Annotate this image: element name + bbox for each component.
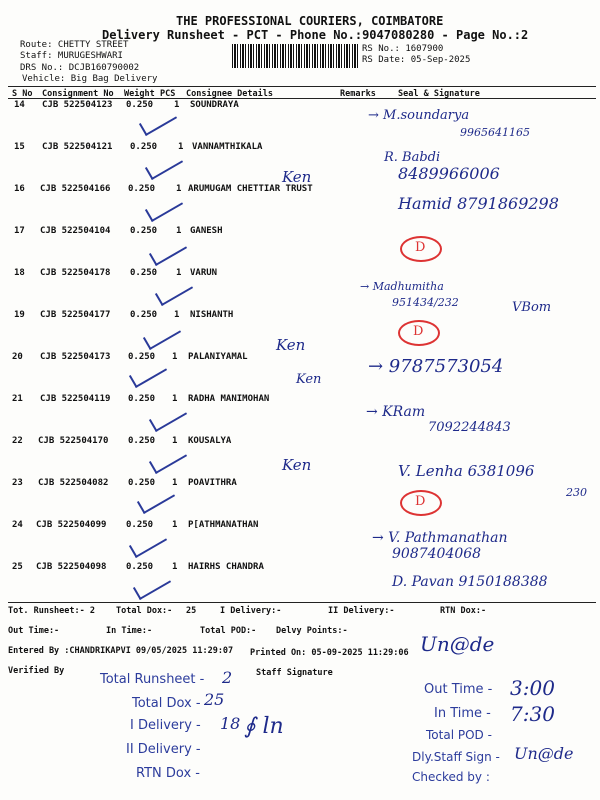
entered-by: Entered By :CHANDRIKAPVI 09/05/2025 11:29:07 [8, 646, 234, 656]
row-pcs: 1 [172, 562, 178, 572]
row-weight: 0.250 [130, 142, 158, 152]
row-sno: 24 [12, 520, 23, 530]
row-pcs: 1 [176, 184, 182, 194]
stamp-dly-staff-sign: Dly.Staff Sign - [412, 750, 500, 764]
col-sno: S No [12, 89, 33, 99]
row-pcs: 1 [178, 142, 184, 152]
delivered-stamp [400, 236, 442, 262]
row-sno: 19 [14, 310, 25, 320]
stamp-i-delivery-value: 18 [220, 714, 241, 733]
row-pcs: 1 [172, 436, 178, 446]
row-consignment: CJB 522504099 [36, 520, 107, 530]
out-time: Out Time:- [8, 626, 60, 636]
row-consignment: CJB 522504098 [36, 562, 107, 572]
row-consignee: PALANIYAMAL [188, 352, 248, 362]
col-pcs: PCS [160, 89, 176, 99]
delvy-points: Delvy Points:- [276, 626, 348, 636]
signature-phone: 7092244843 [428, 420, 511, 435]
row-sno: 20 [12, 352, 23, 362]
row-consignee: SOUNDRAYA [190, 100, 239, 110]
row-consignment: CJB 522504121 [42, 142, 113, 152]
in-time: In Time:- [106, 626, 153, 636]
row-weight: 0.250 [128, 478, 156, 488]
col-consignment: Consignment No [42, 89, 114, 99]
remark-ken: Ken [296, 372, 322, 387]
rs-date: RS Date: 05-Sep-2025 [362, 55, 471, 65]
stamp-out-time-value: 3:00 [510, 676, 555, 700]
rs-no: RS No.: 1607900 [362, 44, 444, 54]
tot-runsheet: Tot. Runsheet:- 2 [8, 606, 95, 616]
total-dox-value: 25 [186, 606, 197, 616]
stamp-i-delivery: I Delivery - [130, 718, 201, 733]
row-consignment: CJB 522504173 [40, 352, 111, 362]
stamp-checked-by: Checked by : [412, 770, 490, 784]
staff-signature: Staff Signature [256, 668, 333, 678]
verified-by: Verified By [8, 666, 65, 676]
table-row [0, 226, 600, 268]
total-dox-label: Total Dox:- [116, 606, 173, 616]
staff: Staff: MURUGESHWARI [20, 51, 123, 61]
col-seal: Seal & Signature [398, 89, 480, 99]
row-consignee: RADHA MANIMOHAN [188, 394, 270, 404]
row-pcs: 1 [174, 100, 180, 110]
remark-ken: Ken [276, 336, 306, 354]
row-weight: 0.250 [130, 268, 158, 278]
signature-phone: 9965641165 [460, 126, 530, 139]
row-weight: 0.250 [128, 436, 156, 446]
signature: → Madhumitha [360, 280, 444, 293]
signature: → M.soundarya [368, 108, 470, 123]
row-consignee: NISHANTH [190, 310, 234, 320]
delivered-stamp [398, 320, 440, 346]
row-consignee: ARUMUGAM CHETTIAR TRUST [188, 184, 313, 194]
remark-ken: Ken [282, 456, 312, 474]
row-pcs: 1 [172, 352, 178, 362]
footer-rule [8, 602, 596, 603]
drs-no: DRS No.: DCJB160790002 [20, 63, 140, 73]
signature: → V. Pathmanathan [372, 530, 508, 546]
stamp-total-runsheet: Total Runsheet - [100, 672, 205, 687]
col-consignee: Consignee Details [186, 89, 273, 99]
row-consignee: VARUN [190, 268, 218, 278]
stamp-out-time: Out Time - [424, 682, 493, 697]
signature: Hamid 8791869298 [398, 194, 559, 213]
col-remarks: Remarks [340, 89, 376, 99]
signature: V. Lenha 6381096 [398, 462, 535, 480]
row-weight: 0.250 [128, 352, 156, 362]
row-sno: 16 [14, 184, 25, 194]
route: Route: CHETTY STREET [20, 40, 129, 50]
table-row [0, 268, 600, 310]
stamp-in-time: In Time - [434, 706, 491, 721]
row-consignee: KOUSALYA [188, 436, 232, 446]
row-consignment: CJB 522504166 [40, 184, 111, 194]
row-sno: 21 [12, 394, 23, 404]
i-delivery: I Delivery:- [220, 606, 282, 616]
signature: D. Pavan 9150188388 [392, 574, 548, 590]
row-sno: 18 [14, 268, 25, 278]
total-pod: Total POD:- [200, 626, 257, 636]
row-consignment: CJB 522504104 [40, 226, 111, 236]
header-top-rule [8, 86, 596, 87]
stamp-total-dox-value: 25 [204, 690, 225, 709]
row-pcs: 1 [174, 310, 180, 320]
stamp-in-time-value: 7:30 [510, 702, 555, 726]
row-consignment: CJB 522504170 [38, 436, 109, 446]
row-sno: 17 [14, 226, 25, 236]
row-pcs: 1 [176, 226, 182, 236]
printed-on: Printed On: 05-09-2025 11:29:06 [250, 648, 409, 658]
staff-signature-scribble: Un@de [420, 632, 495, 656]
signature-phone: 9087404068 [392, 546, 482, 562]
delivered-stamp [400, 490, 442, 516]
row-consignee: GANESH [190, 226, 223, 236]
stamp-rtn-dox: RTN Dox - [136, 766, 200, 781]
stamp-total-runsheet-value: 2 [222, 668, 233, 687]
row-consignee: P[ATHMANATHAN [188, 520, 259, 530]
table-row [0, 478, 600, 520]
row-weight: 0.250 [130, 310, 158, 320]
signature: R. Babdi [384, 150, 441, 165]
row-pcs: 1 [176, 268, 182, 278]
signature-phone: 230 [566, 486, 587, 499]
stamp-total-pod: Total POD - [426, 728, 492, 742]
row-consignment: CJB 522504178 [40, 268, 111, 278]
row-sno: 15 [14, 142, 25, 152]
stamp-ii-delivery: II Delivery - [126, 742, 201, 757]
table-row [0, 520, 600, 562]
row-pcs: 1 [172, 478, 178, 488]
row-sno: 22 [12, 436, 23, 446]
signature: → 9787573054 [368, 356, 504, 377]
row-consignment: CJB 522504119 [40, 394, 111, 404]
row-consignment: CJB 522504123 [42, 100, 113, 110]
row-weight: 0.250 [130, 226, 158, 236]
stamp-total-dox: Total Dox - [132, 696, 201, 711]
stamp-dly-staff-signature: Un@de [514, 744, 574, 763]
rtn-dox: RTN Dox:- [440, 606, 487, 616]
header-bottom-rule [8, 98, 596, 99]
barcode [232, 44, 360, 68]
row-weight: 0.250 [126, 562, 154, 572]
row-consignee: VANNAMTHIKALA [192, 142, 263, 152]
row-consignment: CJB 522504177 [40, 310, 111, 320]
signature-scribble: VBom [512, 300, 552, 315]
row-weight: 0.250 [126, 100, 154, 110]
signature-phone: 8489966006 [398, 164, 500, 183]
row-pcs: 1 [172, 394, 178, 404]
row-pcs: 1 [172, 520, 178, 530]
vehicle: Vehicle: Big Bag Delivery [22, 74, 158, 84]
row-consignee: HAIRHS CHANDRA [188, 562, 264, 572]
signature-phone: 951434/232 [392, 296, 459, 309]
row-weight: 0.250 [126, 520, 154, 530]
runsheet-title: Delivery Runsheet - PCT - Phone No.:9047080280 - Page No.:2 [102, 28, 529, 42]
row-sno: 14 [14, 100, 25, 110]
row-sno: 25 [12, 562, 23, 572]
signature: → KRam [366, 404, 426, 420]
row-consignee: POAVITHRA [188, 478, 237, 488]
row-sno: 23 [12, 478, 23, 488]
row-consignment: CJB 522504082 [38, 478, 109, 488]
remark-ken: Ken [282, 168, 312, 186]
row-weight: 0.250 [128, 184, 156, 194]
row-weight: 0.250 [128, 394, 156, 404]
company-name: THE PROFESSIONAL COURIERS, COIMBATORE [176, 14, 444, 28]
col-weight: Weight [124, 89, 155, 99]
verified-signature-scribble: ∮ ln [244, 714, 284, 739]
ii-delivery: II Delivery:- [328, 606, 395, 616]
